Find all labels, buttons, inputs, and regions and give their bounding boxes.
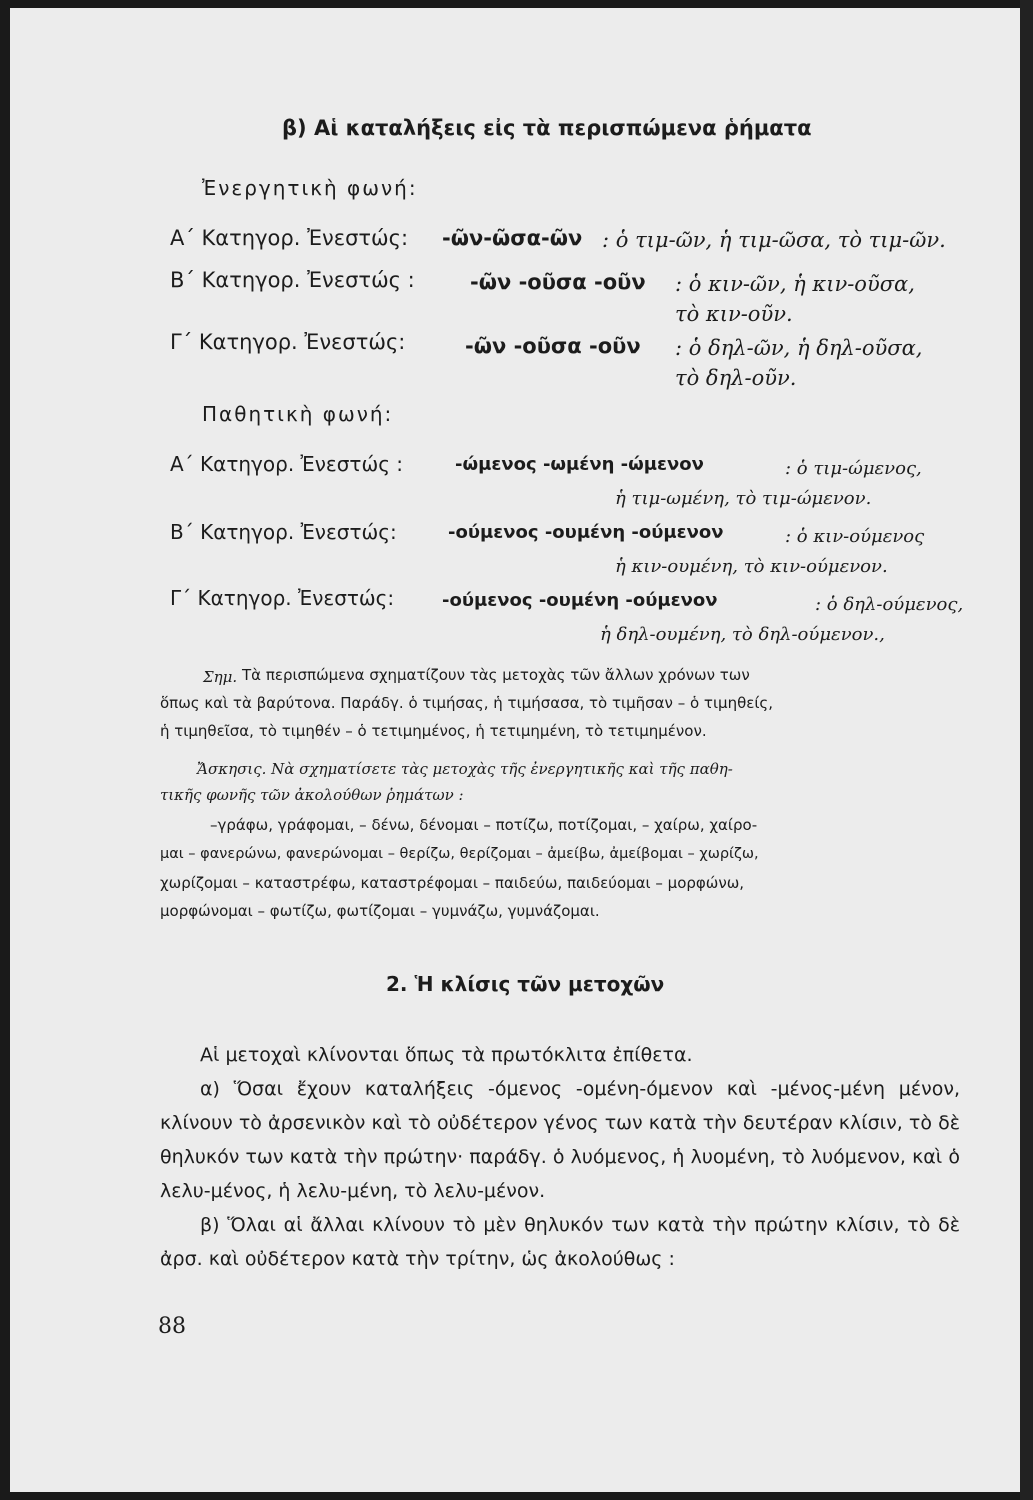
exercise-line-6: μορφώνομαι – φωτίζω, φωτίζομαι – γυμνάζω, γυμνάζομαι. bbox=[160, 902, 600, 920]
passive-row-1-example-cont: ἡ τιμ-ωμένη, τὸ τιμ-ώμενον. bbox=[615, 488, 872, 509]
active-row-2-example: : ὁ κιν-ῶν, ἡ κιν-οῦσα, bbox=[675, 272, 915, 296]
active-row-3-example-cont: τὸ δηλ-οῦν. bbox=[675, 366, 797, 390]
section-2-paragraph-1: Αἱ μετοχαὶ κλίνονται ὅπως τὰ πρωτόκλιτα ἐπίθετα. bbox=[200, 1044, 693, 1066]
section-2-body bbox=[160, 1038, 960, 1276]
exercise-line-4: μαι – φανερώνω, φανερώνομαι – θερίζω, θερίζομαι – ἀμείβω, ἀμείβομαι – χωρίζω, bbox=[160, 846, 759, 862]
active-row-2-label: Β΄ Κατηγορ. Ἐνεστώς : bbox=[170, 268, 415, 292]
active-row-2-endings: -ῶν -οῦσα -οῦν bbox=[470, 270, 646, 294]
active-voice-title: Ἐνεργητικὴ φωνή: bbox=[202, 176, 418, 200]
passive-row-1-label: Α΄ Κατηγορ. Ἐνεστώς : bbox=[170, 452, 404, 476]
exercise-line-5: χωρίζομαι – καταστρέφω, καταστρέφομαι – παιδεύω, παιδεύομαι – μορφώνω, bbox=[160, 874, 745, 892]
passive-row-3-example-cont: ἡ δηλ-ουμένη, τὸ δηλ-ούμενον., bbox=[600, 624, 885, 645]
active-row-1-example: : ὁ τιμ-ῶν, ἡ τιμ-ῶσα, τὸ τιμ-ῶν. bbox=[602, 228, 946, 252]
passive-row-3-example: : ὁ δηλ-ούμενος, bbox=[815, 594, 964, 615]
book-page bbox=[10, 8, 1020, 1492]
scan-edge bbox=[1020, 0, 1033, 1500]
passive-row-1-endings: -ώμενος -ωμένη -ώμενον bbox=[455, 454, 704, 475]
passive-row-2-endings: -ούμενος -ουμένη -ούμενον bbox=[448, 522, 724, 543]
page-number: 88 bbox=[158, 1314, 186, 1339]
section-2-paragraph-3: β) Ὅλαι αἱ ἄλλαι κλίνουν τὸ μὲν θηλυκόν των κατὰ τὴν πρώτην κλίσιν, τὸ δὲ ἀρσ. καὶ οὐδέτερον κατὰ τὴν τρίτην, ὡς ἀκολούθως : bbox=[160, 1214, 960, 1270]
section-2-paragraph-2: α) Ὅσαι ἔχουν καταλήξεις -όμενος -ομένη-όμενον καὶ -μένος-μένη μένον, κλίνουν τὸ ἀρσενικὸν καὶ τὸ οὐδέτερον γένος των κατὰ τὴν δευτέραν κλίσιν, τὸ δὲ θηλυκόν των κατὰ τὴν πρώτην· παράδγ. ὁ λυόμενος, ἡ λυομένη, τὸ λυόμενον, καὶ ὁ λελυ-μένος, ἡ λελυ-μένη, τὸ λελυ-μένον. bbox=[160, 1078, 960, 1202]
active-row-3-endings: -ῶν -οῦσα -οῦν bbox=[465, 334, 641, 358]
passive-row-1-example: : ὁ τιμ-ώμενος, bbox=[785, 458, 922, 479]
exercise-line-2: τικῆς φωνῆς τῶν ἀκολούθων ῥημάτων : bbox=[160, 786, 464, 804]
passive-row-3-endings: -ούμενος -ουμένη -ούμενον bbox=[442, 590, 718, 611]
note-line-2: ὅπως καὶ τὰ βαρύτονα. Παράδγ. ὁ τιμήσας, ἡ τιμήσασα, τὸ τιμῆσαν – ὁ τιμηθείς, bbox=[160, 694, 774, 712]
section-2-heading: 2. Ἡ κλίσις τῶν μετοχῶν bbox=[386, 972, 665, 996]
note-line-1: Τὰ περισπώμενα σχηματίζουν τὰς μετοχὰς τῶν ἄλλων χρόνων των bbox=[242, 666, 750, 684]
heading-beta: β) Αἱ καταλήξεις εἰς τὰ περισπώμενα ῥήματα bbox=[282, 116, 812, 140]
exercise-line-3: –γράφω, γράφομαι, – δένω, δένομαι – ποτίζω, ποτίζομαι, – χαίρω, χαίρο- bbox=[210, 816, 758, 834]
passive-row-3-label: Γ΄ Κατηγορ. Ἐνεστώς: bbox=[170, 586, 395, 610]
note-label: Σημ. bbox=[203, 668, 238, 686]
active-row-1-endings: -ῶν-ῶσα-ῶν bbox=[442, 226, 583, 250]
passive-voice-title: Παθητικὴ φωνή: bbox=[202, 402, 394, 426]
active-row-3-label: Γ΄ Κατηγορ. Ἐνεστώς: bbox=[170, 330, 406, 354]
active-row-2-example-cont: τὸ κιν-οῦν. bbox=[675, 302, 793, 326]
active-row-1-label: Α΄ Κατηγορ. Ἐνεστώς: bbox=[170, 226, 409, 250]
passive-row-2-example: : ὁ κιν-ούμενος bbox=[785, 526, 925, 547]
passive-row-2-example-cont: ἡ κιν-ουμένη, τὸ κιν-ούμενον. bbox=[615, 556, 888, 577]
active-row-3-example: : ὁ δηλ-ῶν, ἡ δηλ-οῦσα, bbox=[675, 336, 923, 360]
exercise-line-1: Ἄσκησις. Νὰ σχηματίσετε τὰς μετοχὰς τῆς ἐνεργητικῆς καὶ τῆς παθη- bbox=[197, 760, 733, 778]
note-line-3: ἡ τιμηθεῖσα, τὸ τιμηθέν – ὁ τετιμημένος, ἡ τετιμημένη, τὸ τετιμημένον. bbox=[160, 722, 707, 740]
passive-row-2-label: Β΄ Κατηγορ. Ἐνεστώς: bbox=[170, 520, 397, 544]
